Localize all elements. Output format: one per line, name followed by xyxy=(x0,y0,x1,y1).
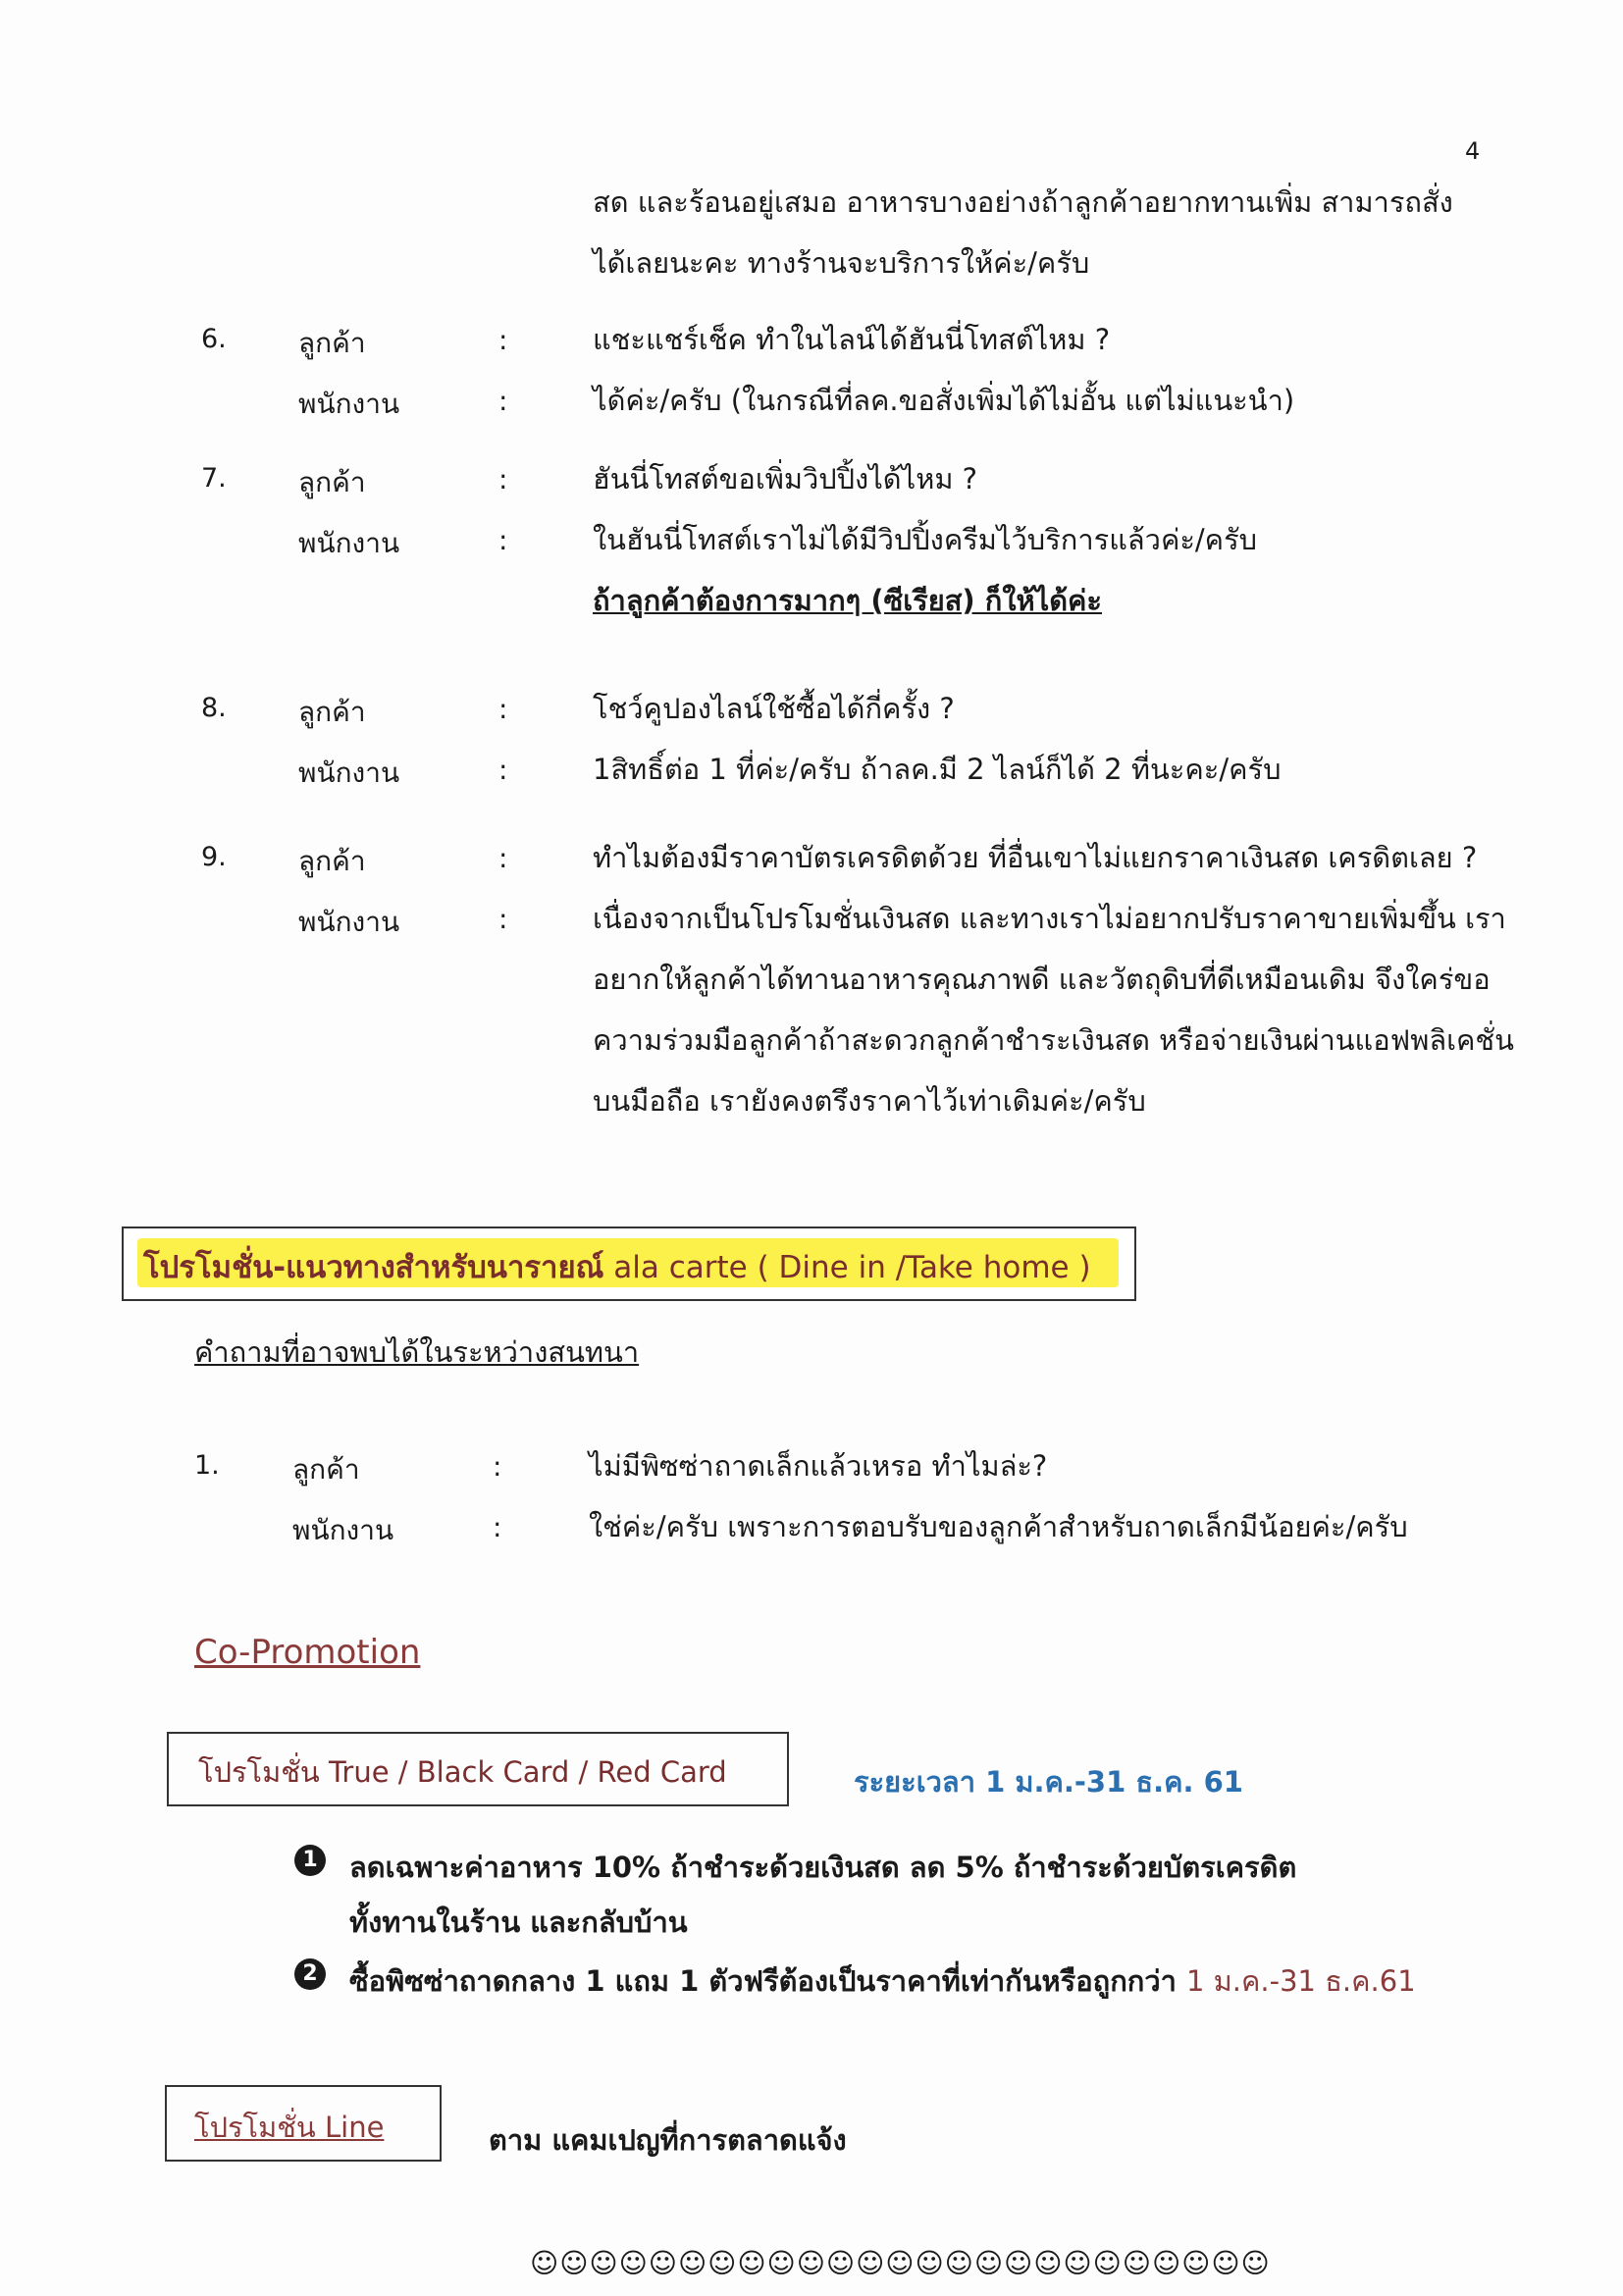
colon: : xyxy=(498,754,508,786)
promo-line-box xyxy=(165,2085,442,2162)
bullet-text: ลดเฉพาะค่าอาหาร 10% ถ้าชำระด้วยเงินสด ลด 5% ถ้าชำระด้วยบัตรเครดิต xyxy=(349,1851,1297,1884)
staff-label: พนักงาน xyxy=(298,527,400,559)
faq-question: ไม่มีพิซซ่าถาดเล็กแล้วเหรอ ทำไมล่ะ? xyxy=(589,1449,1048,1483)
colon: : xyxy=(493,1511,502,1543)
colon: : xyxy=(498,463,508,496)
qa-question: โชว์คูปองไลน์ใช้ซื้อได้กี่ครั้ง ? xyxy=(593,692,955,725)
faq-answer: ใช่ค่ะ/ครับ เพราะการตอบรับของลูกค้าสำหรับถาดเล็กมีน้อยค่ะ/ครับ xyxy=(589,1510,1408,1543)
qa-answer: ในฮันนี่โทสต์เราไม่ได้มีวิปปิ้งครีมไว้บริการแล้วค่ะ/ครับ xyxy=(593,523,1258,556)
qa-answer: 1สิทธิ์ต่อ 1 ที่ค่ะ/ครับ ถ้าลค.มี 2 ไลน์ก็ได้ 2 ที่นะคะ/ครับ xyxy=(593,753,1282,786)
colon: : xyxy=(498,903,508,935)
qa-answer-line: เนื่องจากเป็นโปรโมชั่นเงินสด และทางเราไม่อยากปรับราคาขายเพิ่มขึ้น เรา xyxy=(593,902,1506,935)
faq-title: คำถามที่อาจพบได้ในระหว่างสนทนา xyxy=(194,1335,640,1369)
promo-period: ระยะเวลา 1 ม.ค.-31 ธ.ค. 61 xyxy=(854,1765,1243,1799)
qa-answer-line: ความร่วมมือลูกค้าถ้าสะดวกลูกค้าชำระเงินสด หรือจ่ายเงินผ่านแอฟพลิเคชั่น xyxy=(593,1023,1514,1057)
customer-label: ลูกค้า xyxy=(298,327,366,359)
qa-number: 9. xyxy=(201,842,227,872)
footer-smileys: ☺☺☺☺☺☺☺☺☺☺☺☺☺☺☺☺☺☺☺☺☺☺☺☺☺ xyxy=(530,2247,1271,2279)
promo-true-label: โปรโมชั่น True / Black Card / Red Card xyxy=(198,1755,727,1789)
customer-label: ลูกค้า xyxy=(298,466,366,498)
qa-answer: ได้ค่ะ/ครับ (ในกรณีที่ลค.ขอสั่งเพิ่มได้ไม่อั้น แต่ไม่แนะนำ) xyxy=(593,384,1295,417)
qa-answer-line: บนมือถือ เรายังคงตรึงราคาไว้เท่าเดิมค่ะ/ครับ xyxy=(593,1084,1146,1118)
qa-number: 7. xyxy=(201,463,227,494)
colon: : xyxy=(498,693,508,725)
bullet-text: ทั้งทานในร้าน และกลับบ้าน xyxy=(349,1905,688,1939)
promo-heading-box xyxy=(122,1226,1136,1301)
staff-label: พนักงาน xyxy=(292,1514,394,1546)
customer-label: ลูกค้า xyxy=(298,696,366,728)
colon: : xyxy=(498,324,508,356)
co-promotion-title: Co-Promotion xyxy=(194,1633,421,1672)
staff-label: พนักงาน xyxy=(298,388,400,420)
promo-heading-latin: ala carte ( Dine in /Take home ) xyxy=(603,1250,1091,1285)
promo-true-box xyxy=(167,1732,789,1806)
qa-answer-emphasis: ถ้าลูกค้าต้องการมากๆ (ซีเรียส) ก็ให้ได้ค่ะ xyxy=(593,584,1103,617)
staff-label: พนักงาน xyxy=(298,757,400,789)
page-number: 4 xyxy=(1465,137,1481,165)
qa-question: แชะแชร์เช็ค ทำในไลน์ได้ฮันนี่โทสต์ไหม ? xyxy=(593,323,1111,356)
qa-number: 6. xyxy=(201,324,227,354)
bullet-text xyxy=(349,1958,1416,2004)
promo-heading xyxy=(143,1242,1091,1291)
staff-label: พนักงาน xyxy=(298,906,400,938)
promo-heading-thai: โปรโมชั่น-แนวทางสำหรับนารายณ์ xyxy=(143,1250,604,1285)
intro-line-1: สด และร้อนอยู่เสมอ อาหารบางอย่างถ้าลูกค้าอยากทานเพิ่ม สามารถสั่ง xyxy=(593,185,1453,219)
bullet-marker: 1 xyxy=(294,1845,326,1876)
colon: : xyxy=(498,842,508,874)
qa-question: ทำไมต้องมีราคาบัตรเครดิตด้วย ที่อื่นเขาไม่แยกราคาเงินสด เครดิตเลย ? xyxy=(593,841,1478,874)
promo-line-label: โปรโมชั่น Line xyxy=(194,2111,385,2144)
bullet-text-main: ซื้อพิซซ่าถาดกลาง 1 แถม 1 ตัวฟรีต้องเป็นราคาที่เท่ากันหรือถูกกว่า xyxy=(349,1964,1187,1998)
qa-answer-line: อยากให้ลูกค้าได้ทานอาหารคุณภาพดี และวัตถุดิบที่ดีเหมือนเดิม จึงใคร่ขอ xyxy=(593,963,1491,996)
intro-line-2: ได้เลยนะคะ ทางร้านจะบริการให้ค่ะ/ครับ xyxy=(593,246,1090,280)
qa-number: 8. xyxy=(201,693,227,723)
faq-number: 1. xyxy=(194,1450,220,1481)
colon: : xyxy=(493,1450,502,1483)
customer-label: ลูกค้า xyxy=(298,845,366,877)
customer-label: ลูกค้า xyxy=(292,1453,360,1486)
colon: : xyxy=(498,524,508,556)
bullet-marker: 2 xyxy=(294,1958,326,1990)
qa-question: ฮันนี่โทสต์ขอเพิ่มวิปปิ้งได้ไหม ? xyxy=(593,462,978,496)
bullet-date: 1 ม.ค.-31 ธ.ค.61 xyxy=(1186,1964,1416,1998)
colon: : xyxy=(498,385,508,417)
promo-line-note: ตาม แคมเปญที่การตลาดแจ้ง xyxy=(489,2123,847,2157)
